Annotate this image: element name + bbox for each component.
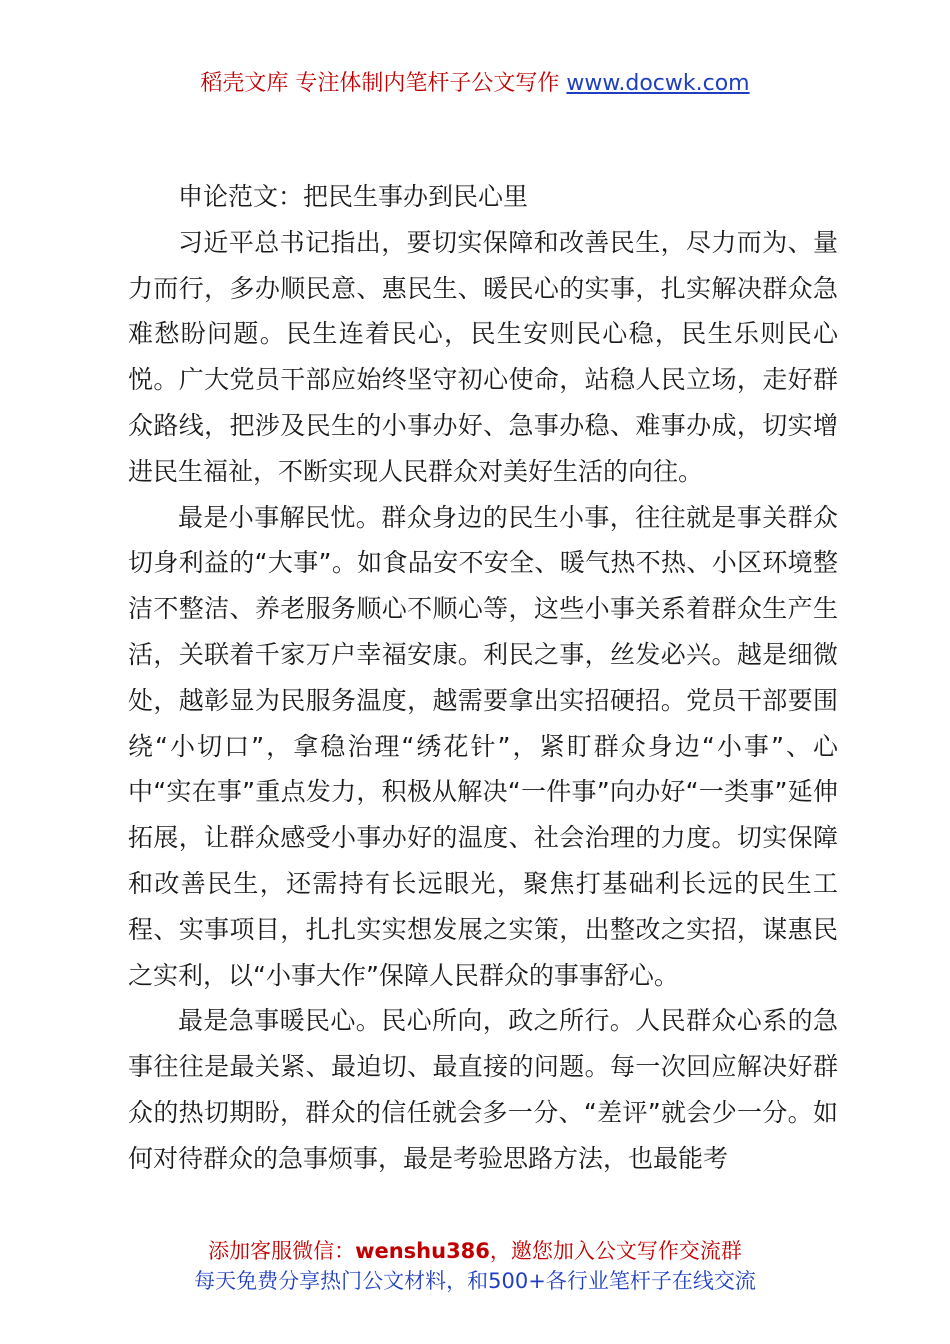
footer-line-promo: 每天免费分享热门公文材料，和500+各行业笔杆子在线交流 xyxy=(194,1269,756,1293)
footer-contact-suffix: ，邀您加入公文写作交流群 xyxy=(489,1239,742,1263)
document-body xyxy=(128,174,838,1182)
paragraph-3: 最是急事暖民心。民心所向，政之所行。人民群众心系的急事往往是最关紧、最迫切、最直接的问题。每一次回应解决好群众的热切期盼，群众的信任就会多一分、“差评”就会少一分。如何对待群众的急事烦事，最是考验思路方法，也最能考 xyxy=(128,1006,838,1173)
footer-line-contact xyxy=(0,1236,950,1266)
footer-contact-prefix: 添加客服微信： xyxy=(208,1239,356,1263)
page-footer xyxy=(0,1236,950,1296)
header-website-link[interactable]: www.docwk.com xyxy=(566,71,750,96)
footer-wechat-id: wenshu386 xyxy=(355,1239,490,1263)
paragraph-2: 最是小事解民忧。群众身边的民生小事，往往就是事关群众切身利益的“大事”。如食品安不安全、暖气热不热、小区环境整洁不整洁、养老服务顺心不顺心等，这些小事关系着群众生产生活，关联着千家万户幸福安康。利民之事，丝发必兴。越是细微处，越彰显为民服务温度，越需要拿出实招硬招。党员干部要围绕“小切口”，拿稳治理“绣花针”，紧盯群众身边“小事”、心中“实在事”重点发力，积极从解决“一件事”向办好“一类事”延伸拓展，让群众感受小事办好的温度、社会治理的力度。切实保障和改善民生，还需持有长远眼光，聚焦打基础利长远的民生工程、实事项目，扎扎实实想发展之实策，出整改之实招，谋惠民之实利，以“小事大作”保障人民群众的事事舒心。 xyxy=(128,502,838,990)
paragraph-1: 习近平总书记指出，要切实保障和改善民生，尽力而为、量力而行，多办顺民意、惠民生、暖民心的实事，扎实解决群众急难愁盼问题。民生连着民心，民生安则民心稳，民生乐则民心悦。广大党员干部应始终坚守初心使命，站稳人民立场，走好群众路线，把涉及民生的小事办好、急事办稳、难事办成，切实增进民生福祉，不断实现人民群众对美好生活的向往。 xyxy=(128,227,838,486)
document-title: 申论范文：把民生事办到民心里 xyxy=(178,182,529,211)
header-brand-text: 稻壳文库 专注体制内笔杆子公文写作 xyxy=(200,71,567,96)
page-header xyxy=(0,68,950,100)
